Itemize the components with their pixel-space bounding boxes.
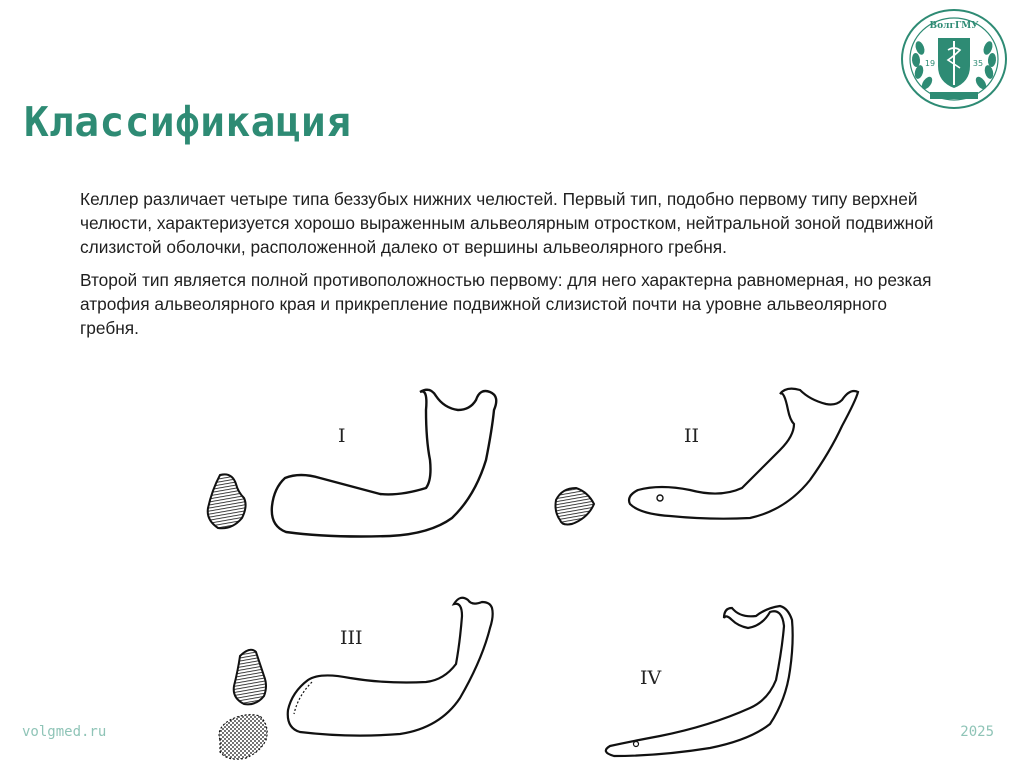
university-logo [900, 8, 1008, 110]
mandible-types-figure [190, 380, 890, 767]
logo-top-text: ВолгГМУ [929, 21, 979, 31]
type-3-label: III [340, 627, 363, 649]
type-2-label: II [684, 425, 700, 447]
paragraph-2: Второй тип является полной противоположностью первому: для него характерна равномерная, но резкая атрофия альвеолярного края и прикрепление подвижной слизистой почти на уровне альвеолярного гребня. [80, 270, 932, 338]
mandible-type-3 [219, 598, 493, 759]
mandible-type-1 [208, 390, 497, 537]
paragraph-1: Келлер различает четыре типа беззубых нижних челюстей. Первый тип, подобно первому типу верхней челюсти, характеризуется хорошо выраженным альвеолярным отростком, нейтральной зоной подвижной слизистой оболочки, расположенной далеко от вершины альвеолярного гребня. [80, 189, 934, 257]
type-1-label: I [338, 425, 346, 447]
slide-title: Классификация [24, 98, 352, 146]
body-text [80, 187, 940, 349]
mandible-type-2 [556, 389, 859, 525]
logo-year-left: 19 [924, 59, 936, 68]
type-4-label: IV [640, 667, 662, 689]
footer-year: 2025 [960, 724, 994, 740]
logo-year-right: 35 [972, 59, 984, 68]
mandible-type-4 [606, 606, 793, 756]
footer-site: volgmed.ru [22, 724, 107, 740]
